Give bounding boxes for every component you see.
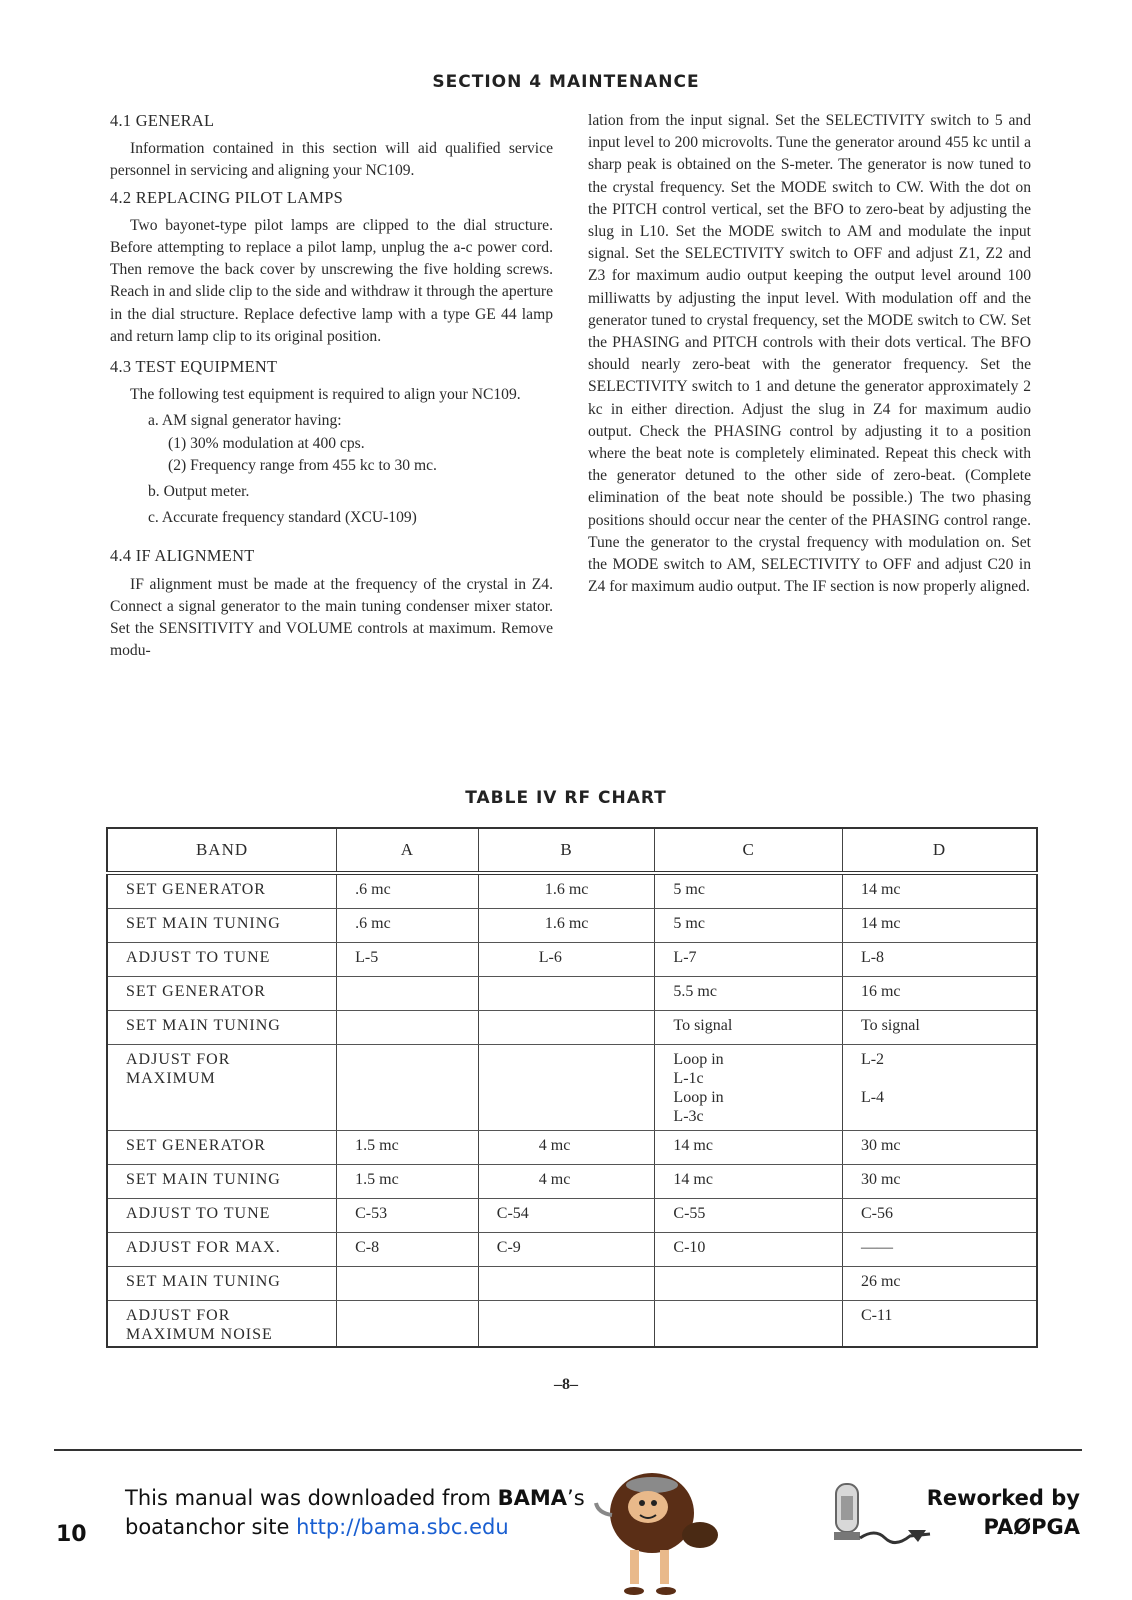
table-cell: ADJUST FOR MAX.: [107, 1233, 337, 1267]
footer-line1-suffix: ’s: [567, 1486, 585, 1510]
bama-link[interactable]: http://bama.sbc.edu: [296, 1515, 509, 1539]
table-cell: C-54: [478, 1199, 655, 1233]
cell-line: MAXIMUM: [126, 1070, 216, 1087]
heading-4-1: 4.1 GENERAL: [110, 111, 215, 130]
right-column: [588, 110, 1031, 598]
footer-rework-credit: [905, 1484, 1080, 1542]
table-cell: C-8: [337, 1233, 479, 1267]
table-cell: [478, 1011, 655, 1045]
list-item-a1: (1) 30% modulation at 400 cps.: [168, 434, 365, 452]
table-row: [107, 943, 1037, 977]
paragraph-if-alignment-continued: lation from the input signal. Set the SELECTIVITY switch to 5 and input level to 200 microvolts. Tune the generator around 455 kc until a sharp peak is obtained on the S-meter. The generator is now tuned to the crystal frequency. Set the MODE switch to CW. With the dot on the PITCH control vertical, set the BFO to zero-beat by adjusting the slug in L10. Set the MODE switch to AM and modulate the input signal. Set the SELECTIVITY switch to OFF and adjust Z1, Z2 and Z3 for maximum audio output keeping the output level around 100 milliwatts by adjusting the input level. With modulation off and the generator tuned to crystal frequency, set the MODE switch to CW. Set the PHASING and PITCH controls with their dots vertical. The BFO should nearly zero-beat with the generator frequency. Set the SELECTIVITY switch to 1 and detune the generator approximately 2 kc in either direction. Adjust the slug in Z4 for maximum audio output. Check the PHASING control by adjusting it to a position where the beat note is completely eliminated. Repeat this check with the generator detuned to the other side of zero-beat. (Complete elimination of the beat note should be possible.) The two phasing positions should occur near the center of the PHASING control range. Tune the generator to the crystal frequency with modulation on. Set the MODE switch to AM, SELECTIVITY to OFF and adjust C20 in Z4 for maximum audio output. The IF section is now properly aligned.: [588, 112, 1031, 596]
list-item-c: c. Accurate frequency standard (XCU-109): [148, 509, 417, 527]
table-cell: To signal: [842, 1011, 1037, 1045]
table-cell: [107, 1045, 337, 1131]
footer-credit: [125, 1484, 585, 1542]
table-row: [107, 1267, 1037, 1301]
table-header-row: [107, 828, 1037, 873]
table-cell: C-53: [337, 1199, 479, 1233]
paragraph-4-2: Two bayonet-type pilot lamps are clipped to the dial structure. Before attempting to replace a pilot lamp, unplug the a-c power cord. Then remove the back cover by unscrewing the five holding screws. Reach in and slide clip to the side and withdraw it through the aperture in the dial structure. Replace defective lamp with a type GE 44 lamp and return lamp clip to its original position.: [110, 216, 553, 345]
table-cell: [655, 1301, 843, 1348]
table-cell: 14 mc: [655, 1165, 843, 1199]
table-cell: [655, 1045, 843, 1131]
footer-line2-prefix: boatanchor site: [125, 1515, 297, 1539]
table-row: [107, 1011, 1037, 1045]
table-cell: C-11: [842, 1301, 1037, 1348]
table-cell: [478, 1045, 655, 1131]
page-number: –8–: [554, 1376, 578, 1393]
table-cell: 14 mc: [655, 1131, 843, 1165]
paragraph-4-1: Information contained in this section will aid qualified service personnel in servicing and aligning your NC109.: [110, 140, 553, 180]
paragraph-4-3: The following test equipment is required to align your NC109.: [130, 386, 521, 404]
cell-line: Loop in: [673, 1051, 724, 1068]
table-cell: [478, 1267, 655, 1301]
table-cell: SET GENERATOR: [107, 873, 337, 909]
table-cell: C-55: [655, 1199, 843, 1233]
table-row: [107, 1045, 1037, 1131]
cell-line: Loop in: [673, 1089, 724, 1106]
table-cell: [478, 1301, 655, 1348]
table-cell: .6 mc: [337, 909, 479, 943]
cell-line: L-1c: [673, 1070, 704, 1087]
section-title: SECTION 4 MAINTENANCE: [432, 72, 700, 92]
table-cell: C-10: [655, 1233, 843, 1267]
cell-line: ADJUST FOR: [126, 1307, 231, 1324]
table-cell: [337, 1045, 479, 1131]
table-cell: 1.6 mc: [478, 873, 655, 909]
table-cell: [655, 1267, 843, 1301]
table-row: [107, 909, 1037, 943]
heading-4-2: 4.2 REPLACING PILOT LAMPS: [110, 187, 344, 207]
table-cell: L-8: [842, 943, 1037, 977]
cell-line: ADJUST FOR: [126, 1051, 231, 1068]
footer-line1-prefix: This manual was downloaded from: [125, 1486, 498, 1510]
table-cell: To signal: [655, 1011, 843, 1045]
table-cell: 1.5 mc: [337, 1131, 479, 1165]
rf-chart-table: [106, 827, 1038, 1348]
table-cell: SET MAIN TUNING: [107, 1165, 337, 1199]
table-row: [107, 1301, 1037, 1348]
table-cell: 16 mc: [842, 977, 1037, 1011]
list-item-a2: (2) Frequency range from 455 kc to 30 mc.: [168, 456, 437, 474]
table-cell: 5 mc: [655, 909, 843, 943]
table-cell: 5.5 mc: [655, 977, 843, 1011]
bama-mascot-icon: [590, 1455, 720, 1595]
table-cell: 30 mc: [842, 1131, 1037, 1165]
list-item-b: b. Output meter.: [148, 483, 250, 501]
table-cell: 4 mc: [478, 1131, 655, 1165]
table-cell: 14 mc: [842, 873, 1037, 909]
table-cell: ADJUST TO TUNE: [107, 1199, 337, 1233]
table-row: [107, 1131, 1037, 1165]
header-b: B: [478, 828, 655, 873]
header-d: D: [842, 828, 1037, 873]
table-cell: SET GENERATOR: [107, 1131, 337, 1165]
table-cell: [107, 1301, 337, 1348]
table-cell: [337, 1011, 479, 1045]
table-cell: 14 mc: [842, 909, 1037, 943]
cell-line: L-4: [860, 1089, 885, 1106]
footer-bama: BAMA: [497, 1486, 568, 1510]
table-cell: SET MAIN TUNING: [107, 1011, 337, 1045]
table-cell: 26 mc: [842, 1267, 1037, 1301]
table-cell: 1.6 mc: [478, 909, 655, 943]
table-cell: [337, 1301, 479, 1348]
cell-line: MAXIMUM NOISE: [126, 1326, 273, 1343]
table-cell: [842, 1045, 1037, 1131]
rework-line-1: Reworked by: [926, 1486, 1080, 1510]
footer-line-2: [125, 1513, 585, 1542]
table-cell: 30 mc: [842, 1165, 1037, 1199]
table-cell: 5 mc: [655, 873, 843, 909]
list-item-a: a. AM signal generator having:: [148, 412, 342, 430]
table-row: [107, 873, 1037, 909]
table-cell: SET MAIN TUNING: [107, 1267, 337, 1301]
table-cell: SET GENERATOR: [107, 977, 337, 1011]
footer-line-1: [125, 1484, 585, 1513]
table-cell: L-6: [478, 943, 655, 977]
table-cell: [337, 1267, 479, 1301]
table-row: [107, 1199, 1037, 1233]
rework-line-2: PAØPGA: [983, 1515, 1080, 1539]
paragraph-4-4: IF alignment must be made at the frequency of the crystal in Z4. Connect a signal generator to the main tuning condenser mixer stator. Set the SENSITIVITY and VOLUME controls at maximum. Remove modu-: [110, 575, 553, 660]
table-cell: .6 mc: [337, 873, 479, 909]
cell-line: L-2: [860, 1051, 885, 1068]
cell-line: L-3c: [673, 1108, 704, 1125]
table-cell: C-9: [478, 1233, 655, 1267]
table-cell: 4 mc: [478, 1165, 655, 1199]
table-cell: L-7: [655, 943, 843, 977]
left-column: [110, 110, 553, 666]
header-band: BAND: [107, 828, 337, 873]
heading-4-3: 4.3 TEST EQUIPMENT: [110, 357, 278, 377]
table-cell: ADJUST TO TUNE: [107, 943, 337, 977]
table-row: [107, 1165, 1037, 1199]
table-cell: 1.5 mc: [337, 1165, 479, 1199]
table-title: TABLE IV RF CHART: [465, 788, 667, 808]
heading-4-4: 4.4 IF ALIGNMENT: [110, 546, 255, 566]
footer-divider: [54, 1449, 1082, 1451]
table-cell: [337, 977, 479, 1011]
header-a: A: [337, 828, 479, 873]
table-row: [107, 977, 1037, 1011]
header-c: C: [655, 828, 843, 873]
table-cell: L-5: [337, 943, 479, 977]
table-row: [107, 1233, 1037, 1267]
table-cell: SET MAIN TUNING: [107, 909, 337, 943]
table-cell: ——: [842, 1233, 1037, 1267]
table-cell: C-56: [842, 1199, 1037, 1233]
table-cell: [478, 977, 655, 1011]
footer-page-number: 10: [56, 1522, 87, 1547]
